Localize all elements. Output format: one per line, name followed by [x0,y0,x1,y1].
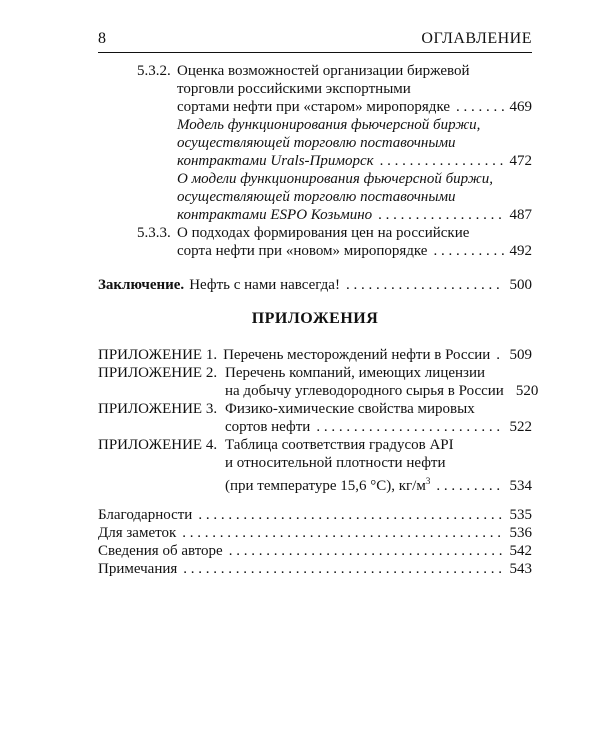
toc-entry-row[interactable] [225,418,532,436]
toc-page-ref: 472 [509,153,532,169]
toc-subitem-line: осуществляющей торговлю поставочными [177,189,456,205]
dot-leader [433,242,503,260]
toc-subitem-line: осуществляющей торговлю поставочными [177,135,456,151]
conclusion-label: Заключение. [98,277,185,293]
back-matter-label: Для заметок [98,525,177,541]
back-matter-label: Примечания [98,561,178,577]
toc-item-number: 5.3.2. [137,63,171,79]
dot-leader [436,477,503,495]
toc-item-line: О подходах формирования цен на российские [177,225,470,241]
toc-page-ref: 520 [515,383,539,399]
appendix-label: ПРИЛОЖЕНИЕ 2. [98,365,218,381]
appendix-label: ПРИЛОЖЕНИЕ 1. [98,347,218,363]
toc-page-ref: 543 [509,561,532,577]
toc-page-ref: 487 [509,207,532,223]
dot-leader [198,506,503,524]
dot-leader [346,276,504,294]
appendix-line-with-unit [225,472,430,495]
dot-leader [183,560,503,578]
appendix-line: на добычу углеводородного сырья в России [225,383,504,399]
toc-entry-row[interactable] [98,524,532,542]
dot-leader [378,206,503,224]
appendix-label: ПРИЛОЖЕНИЕ 3. [98,401,218,417]
toc-page-ref: 534 [509,478,532,494]
dot-leader [316,418,503,436]
toc-item-line: Оценка возможностей организации биржевой [177,63,470,79]
toc-entry-row[interactable] [98,276,532,294]
back-matter-label: Благодарности [98,507,193,523]
toc-page-ref: 542 [509,543,532,559]
toc-entry-row[interactable] [98,560,532,578]
conclusion-text: Нефть с нами навсегда! [189,277,340,293]
toc-entry-row[interactable] [98,506,532,524]
toc-entry-row[interactable] [177,242,532,260]
toc-item-line: сорта нефти при «новом» миропорядке [177,243,428,259]
appendix-line: Перечень компаний, имеющих лицензии [225,365,486,381]
toc-page-ref: 536 [509,525,532,541]
toc-page-ref: 509 [509,347,532,363]
toc-subitem-line: Модель функционирования фьючерсной биржи, [177,117,481,133]
toc-item-line: торговли российскими экспортными [177,81,411,97]
toc-page-ref: 500 [509,277,532,293]
running-header [98,30,532,53]
appendix-line: Физико-химические свойства мировых [225,401,475,417]
appendix-line: сортов нефти [225,419,311,435]
toc-entry-row[interactable] [177,206,532,224]
appendix-label: ПРИЛОЖЕНИЕ 4. [98,437,218,453]
toc-item-line: сортами нефти при «старом» миропорядке [177,99,451,115]
running-title: ОГЛАВЛЕНИЕ [421,30,532,47]
appendix-line: (при температуре 15,6 °С), кг/м [225,478,426,494]
toc-subitem-line: контрактами Urals-Приморск [177,153,374,169]
appendix-line: Таблица соответствия градусов API [225,437,454,453]
appendices-heading: ПРИЛОЖЕНИЯ [251,310,379,327]
appendix-line: Перечень месторождений нефти в России [223,347,491,363]
toc-entry-row[interactable] [98,346,532,364]
toc-entry-row[interactable] [98,542,532,560]
toc-page-ref: 492 [509,243,532,259]
back-matter-label: Сведения об авторе [98,543,223,559]
unit-superscript: 3 [425,476,431,486]
toc-page-ref: 535 [509,507,532,523]
dot-leader [496,346,503,364]
dot-leader [229,542,504,560]
toc-entry-row[interactable] [225,382,539,400]
dot-leader [456,98,503,116]
toc-subitem-line: контрактами ESPO Козьмино [177,207,373,223]
dot-leader [182,524,503,542]
appendix-line: и относительной плотности нефти [225,455,446,471]
toc-subitem-line: О модели функционирования фьючерсной биржи, [177,171,493,187]
page-number: 8 [98,30,106,47]
toc-page-ref: 469 [509,99,532,115]
toc-item-number: 5.3.3. [137,225,171,241]
toc-entry-row[interactable] [177,98,532,116]
toc-page-ref: 522 [509,419,532,435]
toc-entry-row[interactable] [225,472,532,495]
dot-leader [380,152,504,170]
toc-entry-row[interactable] [177,152,532,170]
